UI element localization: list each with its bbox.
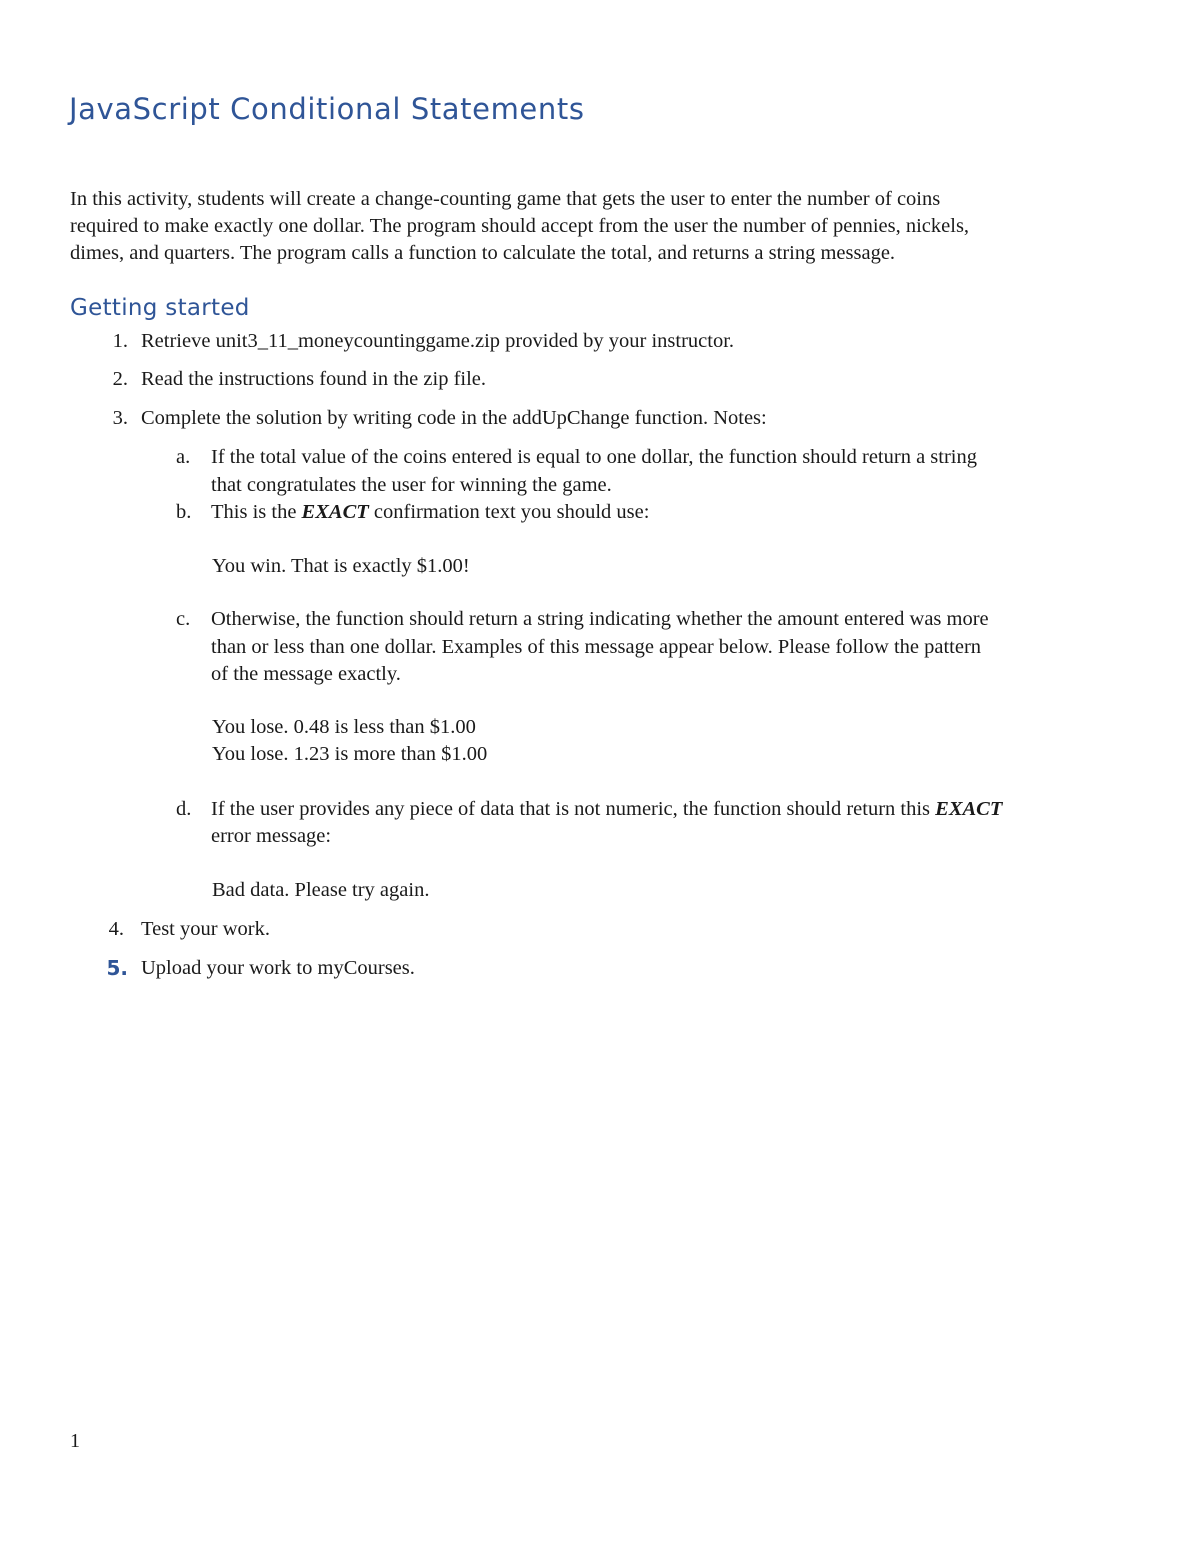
- subitem-text: error message:: [211, 825, 332, 847]
- step-number: 1.: [112, 330, 128, 352]
- step-number: 4.: [108, 918, 124, 940]
- subitem-letter: d.: [176, 798, 192, 820]
- intro-line: In this activity, students will create a change-counting game that gets the user to enter the number of coins: [70, 188, 941, 210]
- example-message: You win. That is exactly $1.00!: [212, 555, 470, 577]
- step-text: Read the instructions found in the zip file.: [141, 368, 487, 390]
- subitem-text: of the message exactly.: [211, 663, 401, 685]
- emphasis-text: EXACT: [935, 798, 1003, 820]
- subitem-letter: a.: [176, 446, 191, 468]
- subitem-text: than or less than one dollar. Examples of this message appear below. Please follow the pattern: [211, 636, 982, 658]
- subitem-text: Otherwise, the function should return a string indicating whether the amount entered was more: [211, 608, 989, 630]
- intro-line: dimes, and quarters. The program calls a function to calculate the total, and returns a string message.: [70, 242, 896, 264]
- step-text: Retrieve unit3_11_moneycountinggame.zip provided by your instructor.: [141, 330, 735, 352]
- text-run: If the user provides any piece of data that is not numeric, the function should return this: [211, 798, 936, 820]
- subitem-letter: c.: [176, 608, 191, 630]
- subitem-text: that congratulates the user for winning the game.: [211, 474, 612, 496]
- page-title: JavaScript Conditional Statements: [69, 92, 585, 126]
- example-message: You lose. 0.48 is less than $1.00: [212, 716, 476, 738]
- intro-line: required to make exactly one dollar. The program should accept from the user the number of pennies, nickels,: [70, 215, 970, 237]
- text-run: This is the: [211, 501, 302, 523]
- section-heading: Getting started: [70, 295, 250, 321]
- text-run: confirmation text you should use:: [368, 501, 650, 523]
- subitem-text: [211, 499, 649, 526]
- step-text: Test your work.: [141, 918, 270, 940]
- subitem-text: [211, 796, 1002, 823]
- step-text: Upload your work to myCourses.: [141, 957, 415, 979]
- step-text: Complete the solution by writing code in the addUpChange function. Notes:: [141, 407, 767, 429]
- step-number: 2.: [112, 368, 128, 390]
- example-message: You lose. 1.23 is more than $1.00: [212, 743, 488, 765]
- subitem-letter: b.: [176, 501, 192, 523]
- emphasis-text: EXACT: [301, 501, 369, 523]
- step-number: 3.: [112, 407, 128, 429]
- step-number: 5.: [106, 956, 128, 980]
- subitem-text: If the total value of the coins entered is equal to one dollar, the function should return a string: [211, 446, 977, 468]
- intro-paragraph: [70, 186, 1140, 267]
- page-number: 1: [70, 1430, 80, 1452]
- example-message: Bad data. Please try again.: [212, 879, 430, 901]
